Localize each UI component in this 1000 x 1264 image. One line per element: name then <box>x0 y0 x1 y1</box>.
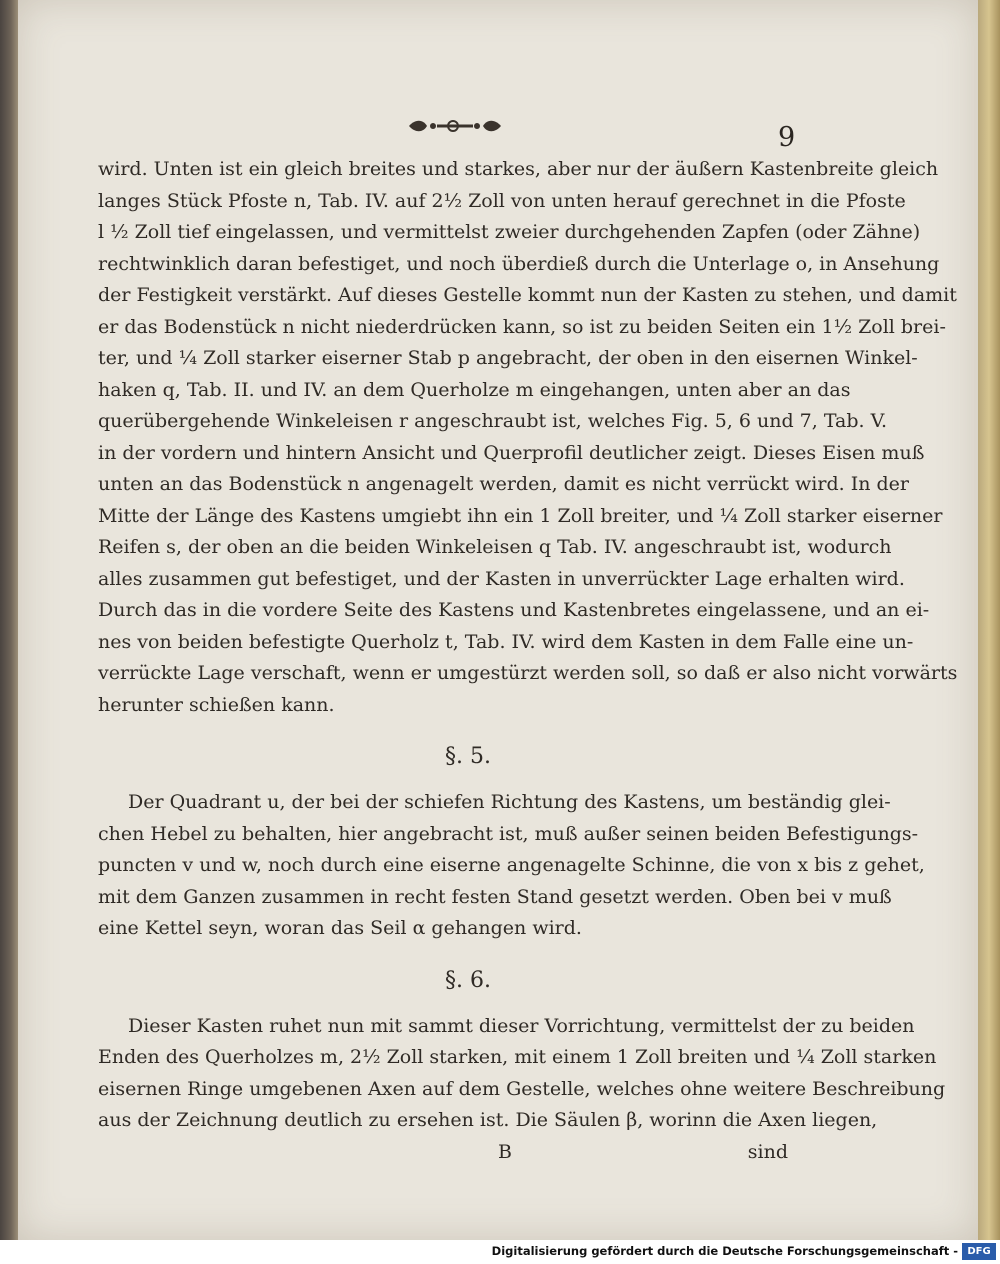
scan-right-edge <box>978 0 1000 1240</box>
body-text <box>98 154 958 1168</box>
text-line: unten an das Bodenstück n angenagelt werden, damit es nicht verrückt wird. In der <box>98 473 909 495</box>
text-line: Mitte der Länge des Kastens umgiebt ihn ein 1 Zoll breiter, und ¼ Zoll starker eiserner <box>98 504 943 527</box>
text-line: haken q, Tab. II. und IV. an dem Querholze m eingehangen, unten aber an das <box>98 378 851 401</box>
text-line: der Festigkeit verstärkt. Auf dieses Gestelle kommt nun der Kasten zu stehen, und damit <box>98 284 957 306</box>
paragraph-3 <box>98 1011 946 1137</box>
text-line: Durch das in die vordere Seite des Kastens und Kastenbretes eingelassene, und an ei- <box>98 599 930 621</box>
section-heading-5: §. 5. <box>445 744 491 769</box>
text-line: Reifen s, der oben an die beiden Winkeleisen q Tab. IV. angeschraubt ist, wodurch <box>98 536 892 558</box>
ornament-icon <box>405 116 505 136</box>
text-line: in der vordern und hintern Ansicht und Querprofil deutlicher zeigt. Dieses Eisen muß <box>98 441 925 464</box>
text-line: Enden des Querholzes m, 2½ Zoll starken, mit einem 1 Zoll breiten und ¼ Zoll starken <box>98 1046 937 1068</box>
text-line: er das Bodenstück n nicht niederdrücken kann, so ist zu beiden Seiten ein 1½ Zoll brei- <box>98 315 946 338</box>
text-line: querübergehende Winkeleisen r angeschraubt ist, welches Fig. 5, 6 und 7, Tab. V. <box>98 410 888 432</box>
page-number: 9 <box>778 122 796 153</box>
text-line: l ½ Zoll tief eingelassen, und vermittelst zweier durchgehenden Zapfen (oder Zähne) <box>98 221 921 243</box>
text-line: eisernen Ringe umgebenen Axen auf dem Gestelle, welches ohne weitere Beschreibung <box>98 1077 946 1100</box>
text-line: verrückte Lage verschaft, wenn er umgestürzt werden soll, so daß er also nicht vorwärts <box>98 662 958 684</box>
page-foot-row <box>98 1137 798 1169</box>
text-line: aus der Zeichnung deutlich zu ersehen ist. Die Säulen β, worinn die Axen liegen, <box>98 1109 878 1131</box>
text-line: nes von beiden befestigte Querholz t, Tab. IV. wird dem Kasten in dem Falle eine un- <box>98 630 914 653</box>
catchword: sind <box>747 1140 788 1163</box>
text-line: mit dem Ganzen zusammen in recht festen Stand gesetzt werden. Oben bei v muß <box>98 885 892 908</box>
text-line: alles zusammen gut befestiget, und der Kasten in unverrückter Lage erhalten wird. <box>98 567 905 590</box>
text-line: ter, und ¼ Zoll starker eiserner Stab p angebracht, der oben in den eisernen Winkel- <box>98 347 918 369</box>
text-line: chen Hebel zu behalten, hier angebracht ist, muß außer seinen beiden Befestigungs- <box>98 822 919 845</box>
paragraph-2 <box>98 787 925 945</box>
text-line: eine Kettel seyn, woran das Seil α gehangen wird. <box>98 917 582 939</box>
signature-mark: B <box>498 1140 512 1163</box>
text-line: puncten v und w, noch durch eine eiserne angenagelte Schinne, die von x bis z gehet, <box>98 854 925 876</box>
text-line: wird. Unten ist ein gleich breites und starkes, aber nur der äußern Kastenbreite gleich <box>98 158 939 180</box>
text-line: rechtwinklich daran befestiget, und noch überdieß durch die Unterlage o, in Ansehung <box>98 252 940 275</box>
section-heading-6: §. 6. <box>445 967 491 993</box>
dfg-logo-icon: DFG <box>962 1243 996 1260</box>
paragraph-1 <box>98 154 958 721</box>
digitization-footer <box>0 1240 1000 1264</box>
text-line: Dieser Kasten ruhet nun mit sammt dieser Vorrichtung, vermittelst der zu beiden <box>128 1014 915 1037</box>
text-line: langes Stück Pfoste n, Tab. IV. auf 2½ Zoll von unten herauf gerechnet in die Pfoste <box>98 189 906 212</box>
scan-binding-edge <box>0 0 18 1240</box>
text-line: Der Quadrant u, der bei der schiefen Richtung des Kastens, um beständig glei- <box>128 791 891 813</box>
text-line: herunter schießen kann. <box>98 693 335 716</box>
footer-credit: Digitalisierung gefördert durch die Deutsche Forschungsgemeinschaft - <box>491 1244 958 1258</box>
